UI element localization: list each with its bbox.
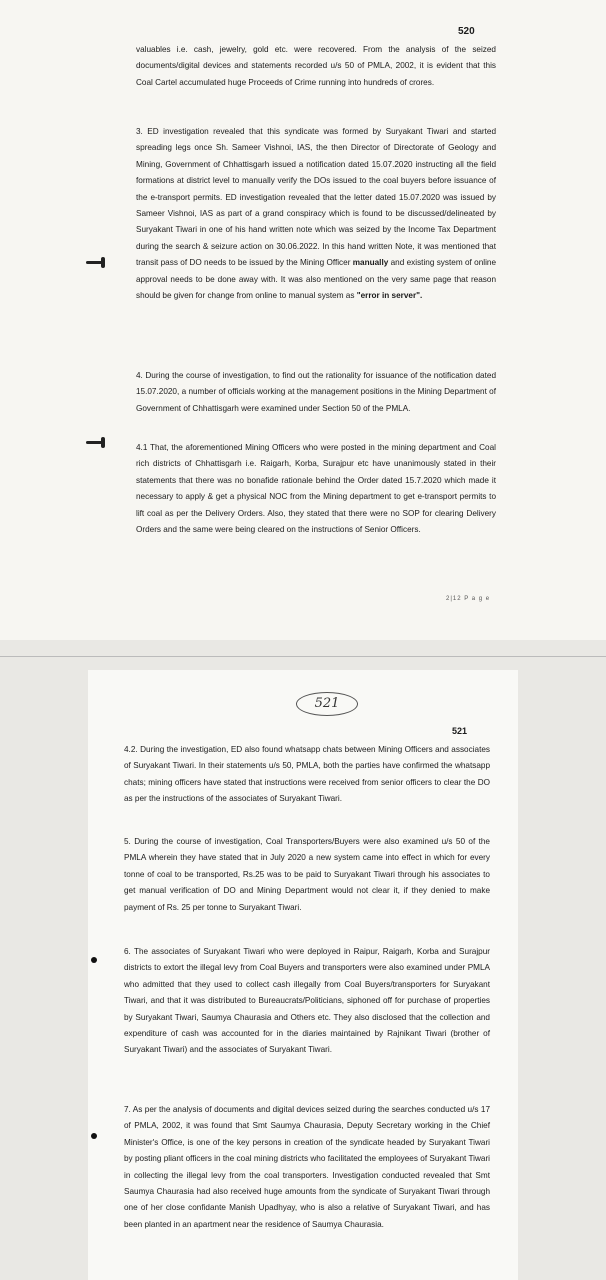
page-number: 520 [458,26,475,37]
document-page-2 [88,670,518,1280]
paragraph-6: 6. The associates of Suryakant Tiwari who were deployed in Raipur, Raigarh, Korba and Surajpur districts to extort the illegal levy from Coal Buyers and transporters were also examined under PMLA who admitted that they used to collect cash illegally from Coal Buyers/transporters for Suryakant Tiwari, and that it was distributed to Bureaucrats/Politicians, siphoned off for purchase of properties by Suryakant Tiwari, Saumya Chaurasia and Others etc. They also disclosed that the collection and expenditure of cash was accounted for in the diaries maintained by Rajnikant Tiwari (brother of Suryakant Tiwari) and the associates of Suryakant Tiwari. [124,947,490,1055]
margin-tick-mark [86,261,102,264]
margin-bullet-mark [91,957,97,963]
paragraph-3: 3. ED investigation revealed that this syndicate was formed by Suryakant Tiwari and started spreading legs once Sh. Sameer Vishnoi, IAS, the then Director of Directorate of Geology and Mining, Government of Chhattisgarh issued a notification dated 15.07.2020 instructing all the field formations at district level to manually verify the DOs issued to the coal buyers before issuance of the e-transport permits. ED investigation revealed that the letter dated 15.07.2020 was issued by Sameer Vishnoi, IAS as part of a grand conspiracy which is found to be discussed/delineated by Suryakant Tiwari in one of his hand written note which was seized by the Income Tax Department during the search & seizure action on 30.06.2022. In this hand written Note, it was mentioned that transit pass of DO needs to be issued by the Mining Officer manually and existing system of online approval needs to be done away with. It was also mentioned on the very same page that reason should be given for change from online to manual system as "error in server". [136,127,496,301]
paragraph-7: 7. As per the analysis of documents and digital devices seized during the searches conducted u/s 17 of PMLA, 2002, it was found that Smt Saumya Chaurasia, Deputy Secretary working in the Chief Minister's Office, is one of the key persons in creation of the syndicate headed by Suryakant Tiwari by posting pliant officers in the coal mining districts who facilitated the employees of Suryakant Tiwari in collecting the illegal levy from the coal transporters. Investigation conducted revealed that Smt Saumya Chaurasia had also received huge amounts from the syndicate of Suryakant Tiwari through one of her close confidante Manish Upadhyay, who is also a relative of Suryakant Tiwari, and has been planted in an apartment near the residence of Saumya Chaurasia. [124,1105,490,1229]
page-divider [0,656,606,657]
handwritten-page-stamp: 521 [296,692,358,716]
paragraph-4-2: 4.2. During the investigation, ED also found whatsapp chats between Mining Officers and associates of Suryakant Tiwari. In their statements u/s 50, PMLA, both the parties have confirmed the whatsapp chats; mining officers have stated that instructions were received from senior officers to clear the DO as per the instructions of the associates of Suryakant Tiwari. [124,745,490,804]
margin-bullet-mark [91,1133,97,1139]
paragraph-intro: valuables i.e. cash, jewelry, gold etc. were recovered. From the analysis of the seized documents/digital devices and statements recorded u/s 50 of PMLA, 2002, it is evident that this Coal Cartel accumulated huge Proceeds of Crime running into hundreds of crores. [136,45,496,87]
paragraph-5: 5. During the course of investigation, Coal Transporters/Buyers were also examined u/s 50 of the PMLA wherein they have stated that in July 2020 a new system came into effect in which for every tonne of coal to be transported, Rs.25 was to be paid to Suryakant Tiwari through his associates to get manual verification of DO and Mining Department would not clear it, if they denied to make payment of Rs. 25 per tonne to Suryakant Tiwari. [124,837,490,912]
paragraph-4: 4. During the course of investigation, to find out the rationality for issuance of the notification dated 15.07.2020, a number of officials working at the management positions in the Mining Department of Government of Chhattisgarh were examined under Section 50 of the PMLA. [136,371,496,413]
page-footer: 2|12 P a g e [446,596,491,602]
paragraph-4-1: 4.1 That, the aforementioned Mining Officers who were posted in the mining department and Coal rich districts of Chhattisgarh i.e. Raigarh, Korba, Surajpur etc have unanimously stated in their statements that there was no bonafide rationale behind the Order dated 15.7.2020 which made it necessary to apply & get a physical NOC from the Mining department to get e-transport permits to lift coal as per the Delivery Orders. Also, they stated that there were no SOP for clearing Delivery Orders and the same were being cleared on the instructions of Senior Officers. [136,443,496,535]
margin-tick-mark [86,441,102,444]
page-number: 521 [452,726,468,736]
